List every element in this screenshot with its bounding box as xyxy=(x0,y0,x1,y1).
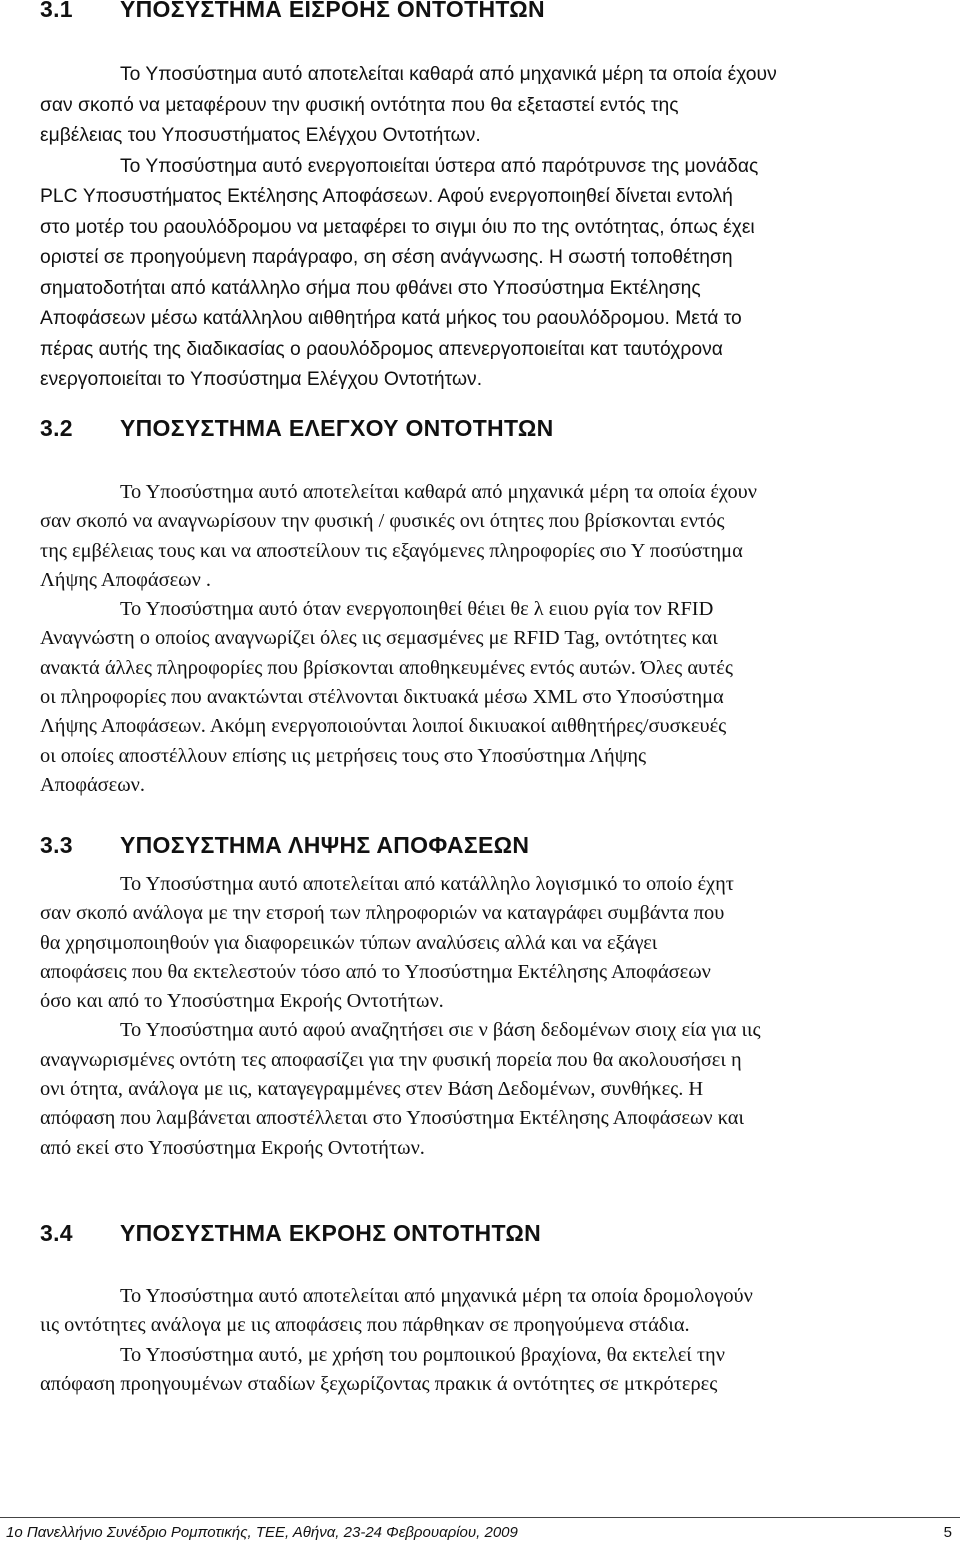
footer-conference: 1ο Πανελλήνιο Συνέδριο Ρομποτικής, ΤΕΕ, Αθήνα, 23-24 Φεβρουαρίου, 2009 xyxy=(6,1524,518,1541)
section-number: 3.4 xyxy=(40,1220,73,1246)
paragraph-line: απόφαση που λαμβάνεται αποστέλλεται στο Υποσύστημα Εκτέλησης Αποφάσεων και xyxy=(40,1107,744,1130)
paragraph-line: πέρας αυτής της διαδικασίας ο ραουλόδρομος απενεργοποιείται κατ ταυτόχρονα xyxy=(40,338,723,360)
paragraph-line: σηματοδοτήται από κατάλληλο σήμα που φθάνει στο Υποσύστημα Εκτέλησης xyxy=(40,277,701,299)
paragraph-line: ανακτά άλλες πληροφορίες που βρίσκονται αποθηκευμένες εντός αυτών. Όλες αυτές xyxy=(40,656,733,679)
paragraph-line: απόφαση προηγουμένων σταδίων ξεχωρίζοντας πρακικ ά οντότητες σε μτκρότερες xyxy=(40,1372,718,1395)
paragraph-line: θα χρησιμοποιηθούν για διαφορειικών τύπων αναλύσεις αλλά και να εξάγει xyxy=(40,931,658,954)
paragraph-line: οριστεί σε προηγούμενη παράγραφο, ση σέση ανάγνωσης. Η σωστή τοποθέτηση xyxy=(40,247,733,268)
paragraph-line: PLC Υποσυστήματος Εκτέλησης Αποφάσεων. Αφού ενεργοποιηθεί δίνεται εντολή xyxy=(40,186,733,207)
section-body-3-1 xyxy=(40,60,920,396)
paragraph-line: Λήψης Αποφάσεων . xyxy=(40,568,211,591)
section-heading-3-3 xyxy=(40,832,529,859)
paragraph-line: ενεργοποιείται το Υποσύστημα Ελέγχου Οντοτήτων. xyxy=(40,369,483,390)
paragraph-line: Το Υποσύστημα αυτό αποτελείται από μηχανικά μέρη τα οποία δρομολογούν xyxy=(120,1285,753,1307)
section-heading-3-4 xyxy=(40,1220,541,1247)
section-number: 3.2 xyxy=(40,415,73,441)
paragraph-line: Το Υποσύστημα αυτό αφού αναζητήσει σιε ν βάση δεδομένων σιοιχ εία για ιις xyxy=(120,1019,761,1042)
paragraph-line: Το Υποσύστημα αυτό αποτελείται καθαρά από μηχανικά μέρη τα οποία έχουν xyxy=(120,64,777,85)
paragraph-line: εμβέλειας του Υποσυστήματος Ελέγχου Οντοτήτων. xyxy=(40,125,481,146)
paragraph-line: αναγνωρισμένες οντότη τες αποφασίζει για την φυσική πορεία που θα ακολουσήσει η xyxy=(40,1048,742,1071)
paragraph-line: όσο και από το Υποσύστημα Εκροής Οντοτήτων. xyxy=(40,990,444,1013)
section-body-3-3 xyxy=(40,870,920,1163)
paragraph-line: οι οποίες αποστέλλουν επίσης ιις μετρήσεις τους στο Υποσύστημα Λήψης xyxy=(40,744,647,767)
paragraph-line: ονι ότητα, ανάλογα με ιις, καταγεγραμμένες στεν Βάση Δεδομένων, συνθήκες. Η xyxy=(40,1078,704,1101)
paragraph-line: ιις οντότητες ανάλογα με ιις αποφάσεις που πάρθηκαν σε προηγούμενα στάδια. xyxy=(40,1314,690,1337)
paragraph-line: Το Υποσύστημα αυτό όταν ενεργοποιηθεί θέιει θε λ ειιου ργία τον RFID xyxy=(120,598,714,621)
section-body-3-2 xyxy=(40,478,920,800)
footer-divider xyxy=(0,1517,960,1518)
paragraph-line: σαν σκοπό ανάλογα με την ετσροή των πληροφοριών να καταγράφει συμβάντα που xyxy=(40,902,725,925)
section-number: 3.3 xyxy=(40,832,73,858)
paragraph-line: οι πληροφορίες που ανακτώνται στέλνονται δικτυακά μέσω XML στο Υποσύστημα xyxy=(40,686,724,709)
paragraph-line: Αποφάσεων μέσω κατάλληλου αιθθητήρα κατά μήκος του ραουλόδρομου. Μετά το xyxy=(40,308,742,329)
section-title: ΥΠΟΣΥΣΤΗΜΑ ΕΛΕΓΧΟΥ ΟΝΤΟΤΗΤΩΝ xyxy=(120,415,554,441)
paragraph-line: σαν σκοπό να μεταφέρουν την φυσική οντότητα που θα εξεταστεί εντός της xyxy=(40,94,679,116)
paragraph-line: στο μοτέρ του ραουλόδρομου να μεταφέρει το σιγμι όιυ πο της οντότητας, όπως έχει xyxy=(40,216,755,238)
paragraph-line: Το Υποσύστημα αυτό αποτελείται από κατάλληλο λογισμικό το οποίο έχητ xyxy=(120,873,734,895)
paragraph-line: Το Υποσύστημα αυτό αποτελείται καθαρά από μηχανικά μέρη τα οποία έχουν xyxy=(120,481,757,503)
paragraph-line: Το Υποσύστημα αυτό, με χρήση του ρομποιικού βραχίονα, θα εκτελεί την xyxy=(120,1343,725,1366)
section-title: ΥΠΟΣΥΣΤΗΜΑ ΕΙΣΡΟΗΣ ΟΝΤΟΤΗΤΩΝ xyxy=(120,0,545,22)
paragraph-line: αποφάσεις που θα εκτελεστούν τόσο από το Υποσύστημα Εκτέλησης Αποφάσεων xyxy=(40,960,711,983)
paragraph-line: από εκεί στο Υποσύστημα Εκροής Οντοτήτων. xyxy=(40,1136,425,1159)
paragraph-line: Το Υποσύστημα αυτό ενεργοποιείται ύστερα από παρότρυνσε της μονάδας xyxy=(120,155,759,177)
paragraph-line: Λήψης Αποφάσεων. Ακόμη ενεργοποιούνται λοιποί δικιυακοί αιθθητήρες/συσκευές xyxy=(40,715,727,738)
paragraph-line: σαν σκοπό να αναγνωρίσουν την φυσική / φυσικές ονι ότητες που βρίσκονται εντός xyxy=(40,510,725,533)
section-heading-3-1 xyxy=(40,0,545,23)
section-title: ΥΠΟΣΥΣΤΗΜΑ ΛΗΨΗΣ ΑΠΟΦΑΣΕΩΝ xyxy=(120,832,530,858)
paragraph-line: Αποφάσεων. xyxy=(40,773,145,796)
section-heading-3-2 xyxy=(40,415,554,442)
page-number: 5 xyxy=(943,1524,952,1541)
section-body-3-4 xyxy=(40,1282,920,1399)
paragraph-line: της εμβέλειας τους και να αποστείλουν τις εξαγόμενες πληροφορίες σιο Υ ποσύστημα xyxy=(40,539,743,562)
section-number: 3.1 xyxy=(40,0,73,22)
paragraph-line: Αναγνώστη ο οποίος αναγνωρίζει όλες ιις σεμασμένες με RFID Tag, οντότητες και xyxy=(40,627,718,650)
section-title: ΥΠΟΣΥΣΤΗΜΑ ΕΚΡΟΗΣ ΟΝΤΟΤΗΤΩΝ xyxy=(120,1220,542,1246)
